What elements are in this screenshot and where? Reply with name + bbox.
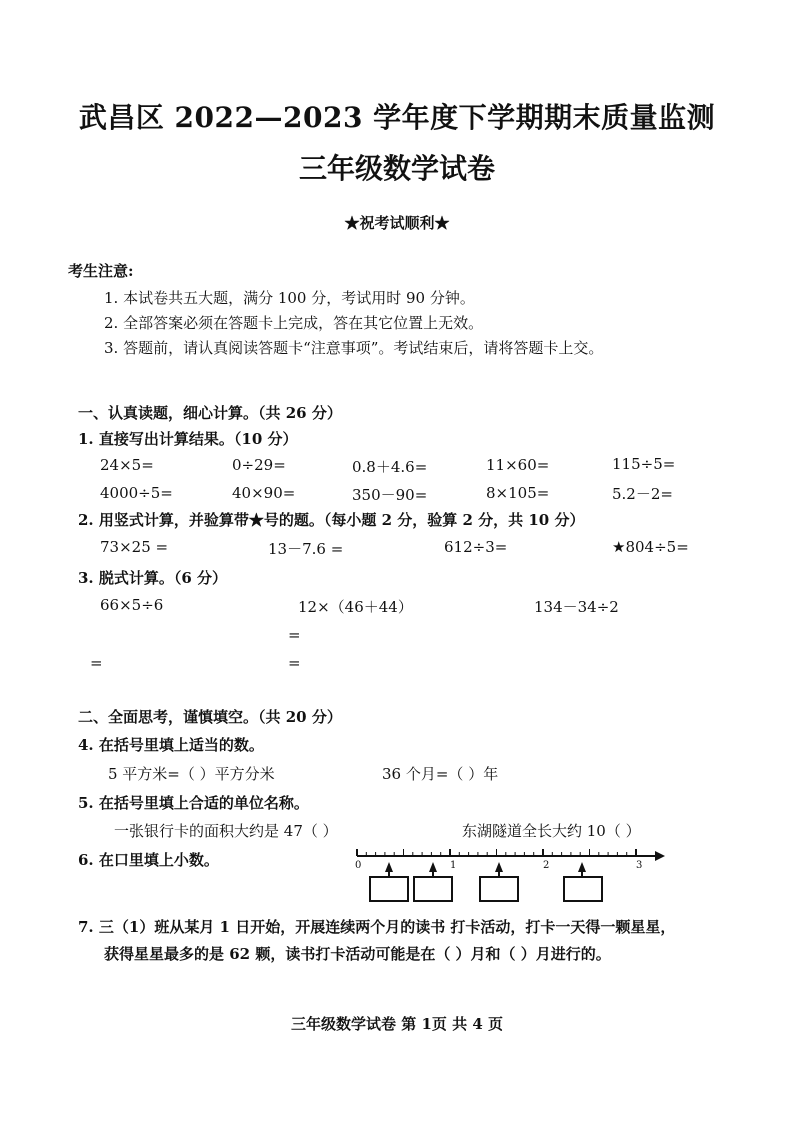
q3-item2: 12×（46＋44） xyxy=(298,598,413,616)
q3-equals-3: = xyxy=(288,654,301,672)
q3-equals-2: = xyxy=(90,654,103,672)
q1-row1-item3: 0.8＋4.6= xyxy=(352,458,428,476)
q4-part-a: 5 平方米=（ ）平方分米 xyxy=(108,765,275,783)
number-line xyxy=(355,846,670,906)
q3-item1: 66×5÷6 xyxy=(100,596,164,614)
good-luck-wish: ★祝考试顺利★ xyxy=(344,214,450,232)
tick-label-3: 3 xyxy=(636,860,643,871)
section1-heading: 一、认真读题，细心计算。（共 26 分） xyxy=(78,404,342,422)
tick-label-0: 0 xyxy=(355,860,362,871)
q1-row2-item4: 8×105= xyxy=(486,484,550,502)
q1-row2-item3: 350－90= xyxy=(352,486,428,504)
q2-title: 2. 用竖式计算，并验算带★号的题。（每小题 2 分，验算 2 分，共 10 分） xyxy=(78,511,585,529)
q1-row2-item1: 4000÷5= xyxy=(100,484,173,502)
number-line-axis xyxy=(355,846,670,866)
q3-item3: 134－34÷2 xyxy=(534,598,619,616)
notice-heading: 考生注意: xyxy=(68,262,134,280)
notice-item-1: 1. 本试卷共五大题，满分 100 分，考试用时 90 分钟。 xyxy=(104,289,475,307)
decimal-answer-box-2[interactable] xyxy=(413,876,453,902)
notice-item-2: 2. 全部答案必须在答题卡上完成，答在其它位置上无效。 xyxy=(104,314,484,332)
q2-item1: 73×25 = xyxy=(100,538,169,556)
q1-row1-item4: 11×60= xyxy=(486,456,550,474)
q2-item3: 612÷3= xyxy=(444,538,508,556)
q5-title: 5. 在括号里填上合适的单位名称。 xyxy=(78,794,309,812)
q4-title: 4. 在括号里填上适当的数。 xyxy=(78,736,264,754)
q2-item2: 13－7.6 = xyxy=(268,540,344,558)
section2-heading: 二、全面思考，谨慎填空。（共 20 分） xyxy=(78,708,342,726)
q1-title: 1. 直接写出计算结果。（10 分） xyxy=(78,430,298,448)
decimal-answer-box-4[interactable] xyxy=(563,876,603,902)
notice-item-3: 3. 答题前，请认真阅读答题卡“注意事项”。考试结束后，请将答题卡上交。 xyxy=(104,339,604,357)
q5-part-b: 东湖隧道全长大约 10（ ） xyxy=(462,822,641,840)
q7-line2: 获得星星最多的是 62 颗，读书打卡活动可能是在（ ）月和（ ）月进行的。 xyxy=(104,945,611,963)
exam-title-line1: 武昌区 2022—2023 学年度下学期期末质量监测 xyxy=(78,101,716,134)
q1-row2-item5: 5.2－2= xyxy=(612,485,673,503)
tick-label-1: 1 xyxy=(450,860,457,871)
exam-title-line2: 三年级数学试卷 xyxy=(298,152,495,185)
q3-title: 3. 脱式计算。（6 分） xyxy=(78,569,228,587)
decimal-answer-box-3[interactable] xyxy=(479,876,519,902)
q1-row1-item5: 115÷5= xyxy=(612,455,676,473)
q6-title: 6. 在口里填上小数。 xyxy=(78,851,219,869)
q3-equals-1: = xyxy=(288,626,301,644)
tick-label-2: 2 xyxy=(543,860,550,871)
q1-row2-item2: 40×90= xyxy=(232,484,296,502)
q5-part-a: 一张银行卡的面积大约是 47（ ） xyxy=(114,822,338,840)
q4-part-b: 36 个月=（ ）年 xyxy=(382,765,499,783)
page-footer: 三年级数学试卷 第 1页 共 4 页 xyxy=(291,1015,503,1033)
q7-line1: 7. 三（1）班从某月 1 日开始，开展连续两个月的读书 打卡活动，打卡一天得一颗星星， xyxy=(78,918,676,936)
q2-item4: ★804÷5= xyxy=(612,538,689,556)
q1-row1-item1: 24×5= xyxy=(100,456,154,474)
decimal-answer-box-1[interactable] xyxy=(369,876,409,902)
q1-row1-item2: 0÷29= xyxy=(232,456,286,474)
